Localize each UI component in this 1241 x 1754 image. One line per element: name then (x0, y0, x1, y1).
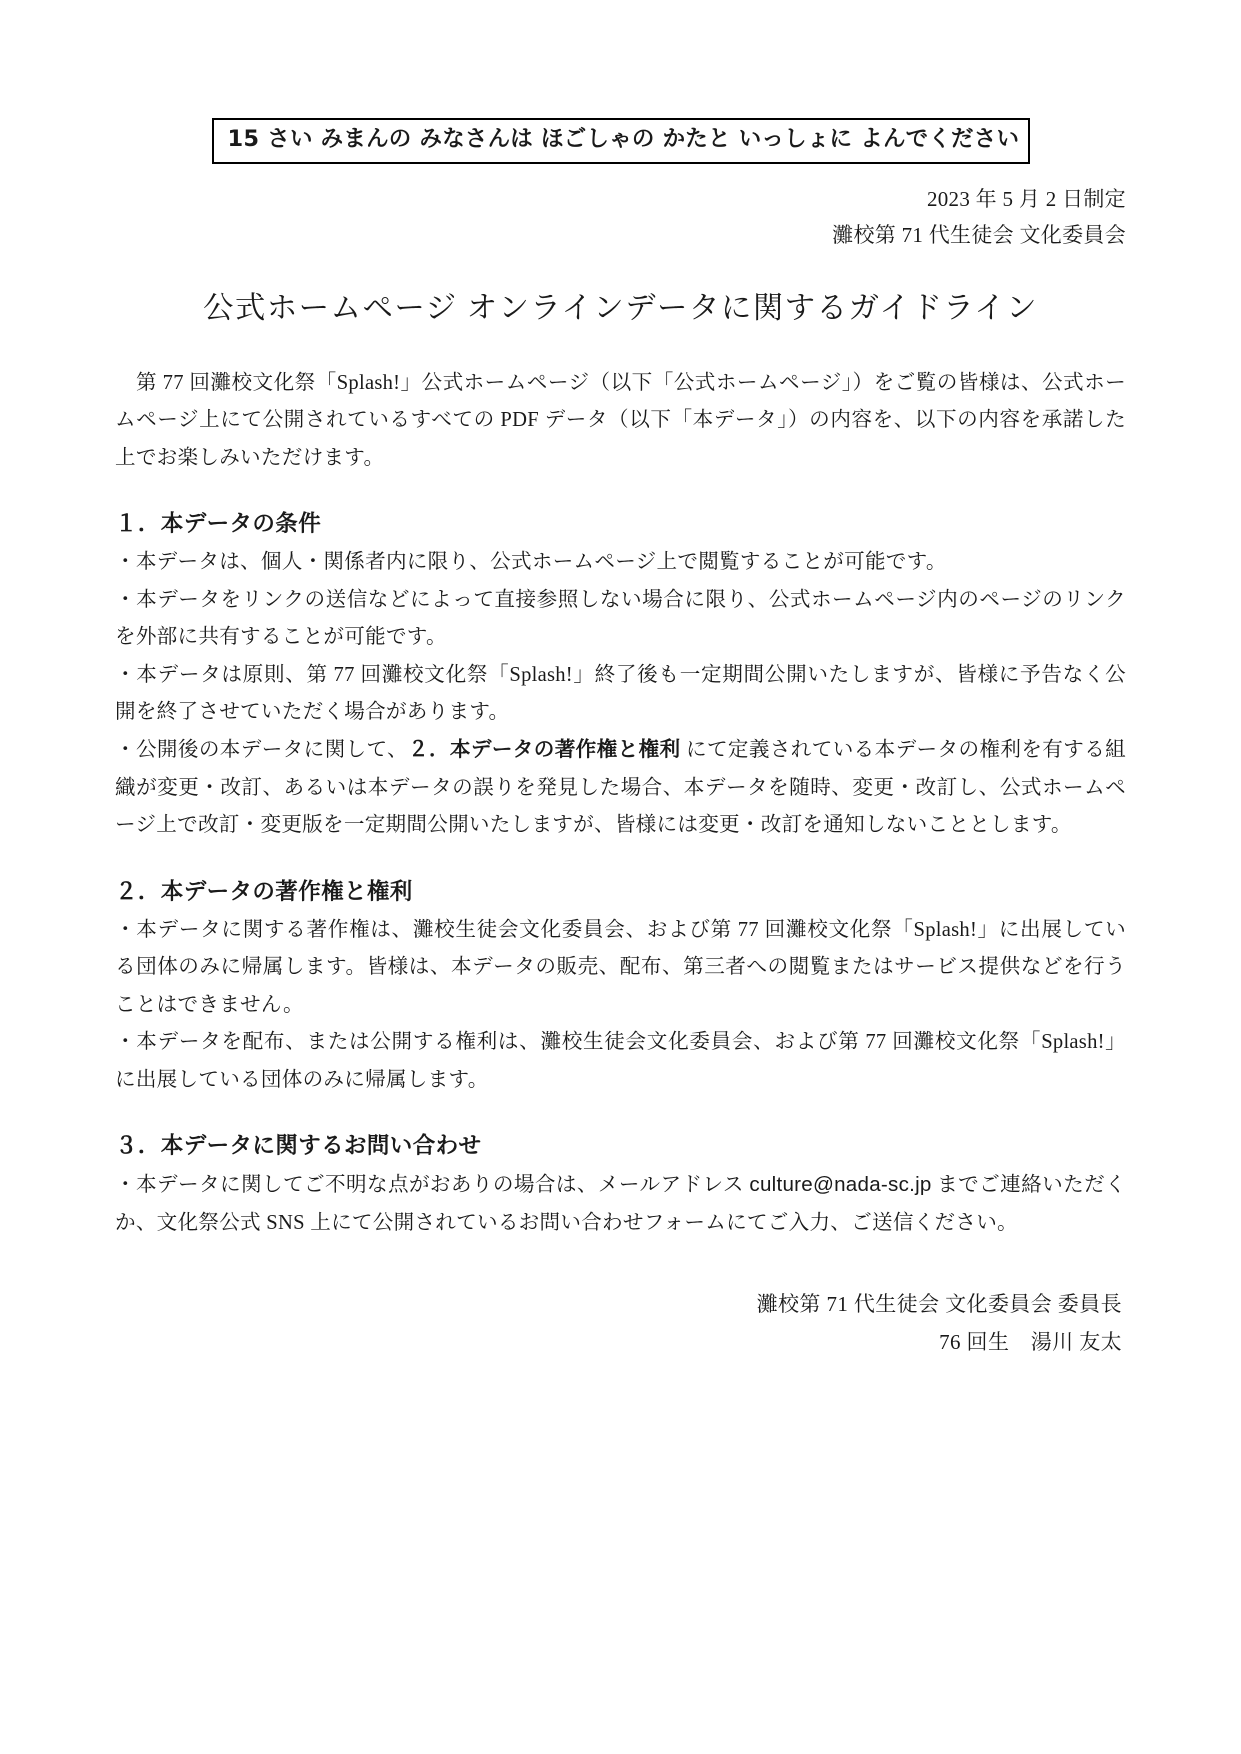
document-meta (115, 181, 1126, 253)
section-heading-3: ３．本データに関するお問い合わせ (115, 1133, 482, 1160)
page-title: 公式ホームページ オンラインデータに関するガイドライン (202, 291, 1039, 326)
section-conditions (115, 506, 1126, 845)
contact-bullet (115, 1166, 1126, 1242)
signature-organization: 灘校第 71 代生徒会 文化委員会 委員長 (756, 1292, 1122, 1317)
bullet-item: ・本データは、個人・関係者内に限り、公式ホームページ上で閲覧することが可能です。 (115, 551, 947, 574)
enactment-date: 2023 年 5 月 2 日制定 (926, 186, 1126, 211)
section-contact (115, 1128, 1126, 1242)
signature-block (115, 1286, 1126, 1361)
section-heading-1: １．本データの条件 (115, 511, 322, 538)
bullet-prefix-text: ・公開後の本データに関して、 (115, 739, 409, 762)
contact-email-address[interactable]: culture@nada-sc.jp (749, 1173, 932, 1197)
bullet-item: ・本データに関する著作権は、灘校生徒会文化委員会、および第 77 回灘校文化祭「Splash!」に出展している団体のみに帰属します。皆様は、本データの販売、配布、第三者への閲覧またはサービス提供などを行うことはできません。 (115, 918, 1126, 1016)
bullet-emphasis-reference: ２．本データの著作権と権利 (408, 737, 681, 762)
contact-suffix-text: までご連絡いただくか、文化祭公式 SNS 上にて公開されているお問い合わせフォームにてご入力、ご送信ください。 (115, 1174, 1126, 1234)
contact-prefix-text: ・本データに関してご不明な点がおありの場合は、メールアドレス (115, 1174, 750, 1197)
bullet-item: ・本データは原則、第 77 回灘校文化祭「Splash!」終了後も一定期間公開いたしますが、皆様に予告なく公開を終了させていただく場合があります。 (115, 663, 1126, 724)
intro-paragraph: 第 77 回灘校文化祭「Splash!」公式ホームページ（以下「公式ホームページ」）をご覧の皆様は、公式ホームページ上にて公開されているすべての PDF データ（以下「本データ」）の内容を、以下の内容を承諾した上でお楽しみいただけます。 (115, 371, 1126, 469)
section-copyright (115, 874, 1126, 1099)
signature-name: 76 回生 湯川 友太 (939, 1329, 1122, 1354)
bullet-suffix-text: にて定義されている本データの権利を有する組織が変更・改訂、あるいは本データの誤りを発見した場合、本データを随時、変更・改訂し、公式ホームページ上で改訂・変更版を一定期間公開いたしますが、皆様には変更・改訂を通知しないこととします。 (115, 739, 1127, 837)
bullet-item: ・本データをリンクの送信などによって直接参照しない場合に限り、公式ホームページ内のページのリンクを外部に共有することが可能です。 (115, 588, 1126, 649)
bullet-item: ・本データを配布、または公開する権利は、灘校生徒会文化委員会、および第 77 回灘校文化祭「Splash!」に出展している団体のみに帰属します。 (115, 1031, 1126, 1091)
minor-warning-banner: 15 さい みまんの みなさんは ほごしゃの かたと いっしょに よんでください (212, 118, 1030, 164)
bullet-item-with-emphasis (115, 731, 1126, 844)
issuing-organization: 灘校第 71 代生徒会 文化委員会 (832, 222, 1126, 247)
section-heading-2: ２．本データの著作権と権利 (115, 878, 413, 905)
